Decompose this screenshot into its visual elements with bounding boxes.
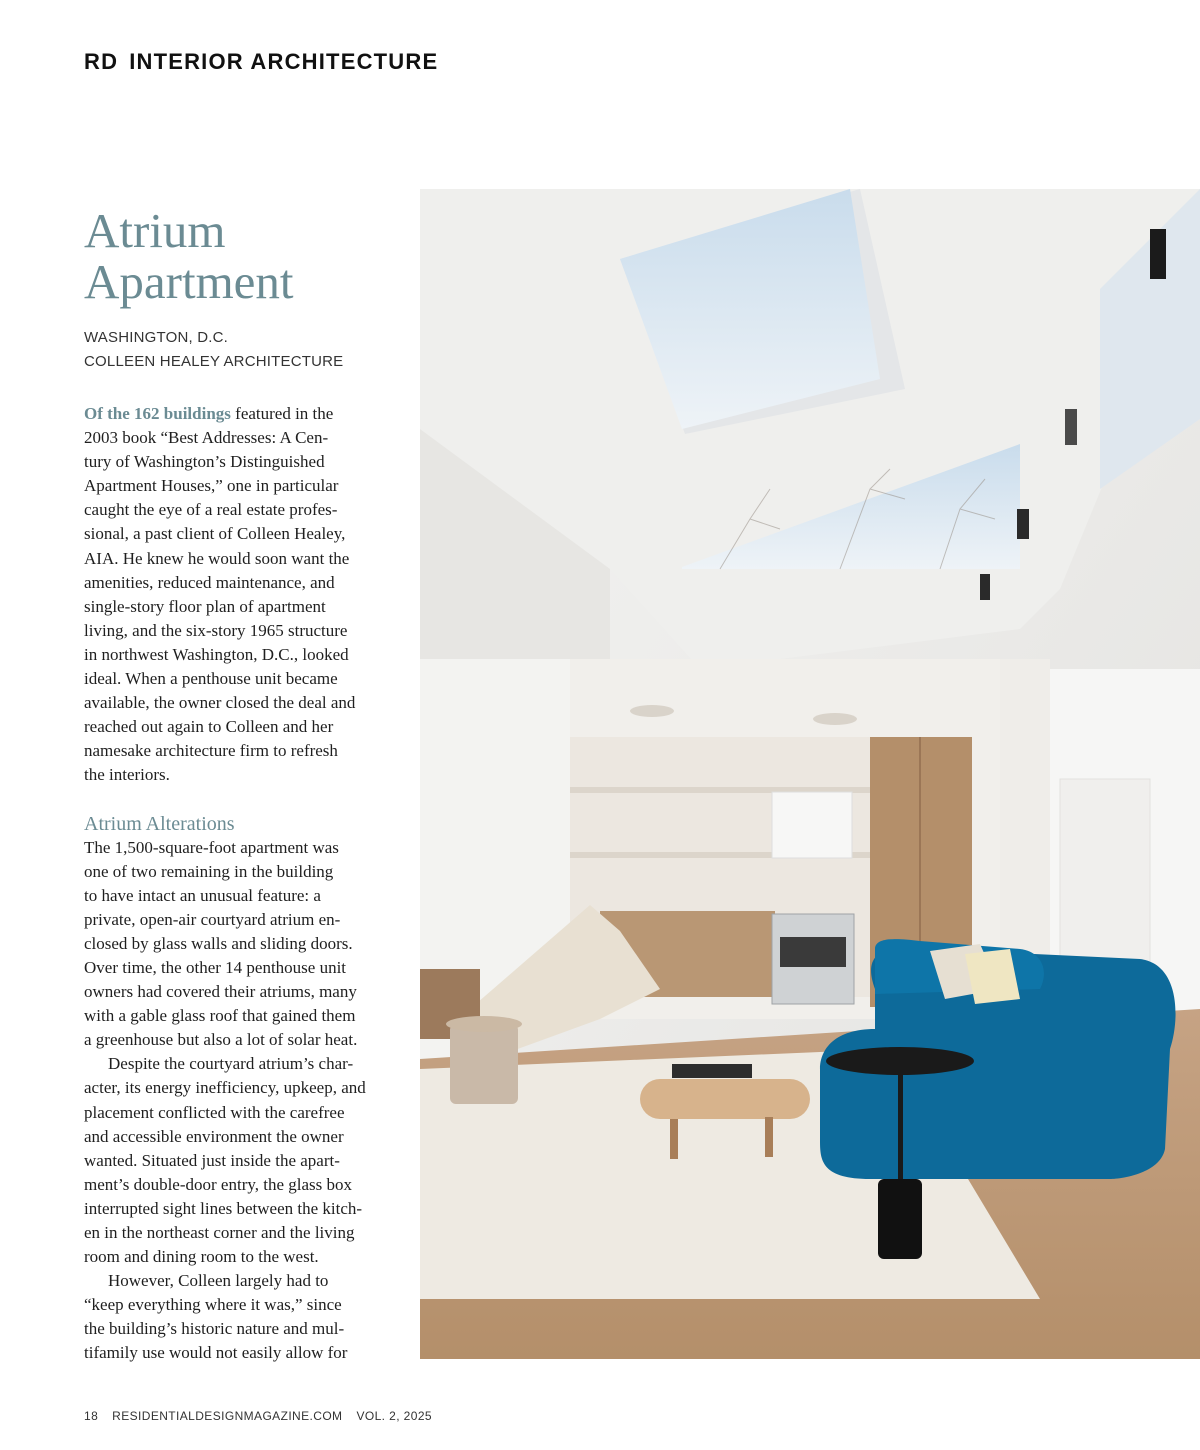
body-line: Over time, the other 14 penthouse unit <box>84 957 347 977</box>
body-line: amenities, reduced maintenance, and <box>84 572 335 592</box>
body-line: However, Colleen largely had to <box>108 1271 329 1291</box>
body-line: en in the northeast corner and the living <box>84 1223 355 1242</box>
body-line: single-story floor plan of apartment <box>84 596 326 616</box>
interior-photo-illustration <box>420 189 1200 1359</box>
body-line: a greenhouse but also a lot of solar heat. <box>84 1030 358 1050</box>
body-line: AIA. He knew he would soon want the <box>84 548 350 568</box>
section-name: INTERIOR ARCHITECTURE <box>129 49 439 74</box>
body-line: private, open-air courtyard atrium en- <box>84 909 341 929</box>
article-meta <box>84 326 343 374</box>
body-line: The 1,500-square-foot apartment was <box>84 837 339 857</box>
body-line: living, and the six-story 1965 structure <box>84 620 348 640</box>
body-line: tifamily use would not easily allow for <box>84 1343 348 1363</box>
body-line: and accessible environment the owner <box>84 1126 344 1146</box>
magazine-brand: RD <box>84 49 119 74</box>
body-line: placement conflicted with the carefree <box>84 1102 345 1122</box>
body-line: in northwest Washington, D.C., looked <box>84 644 349 664</box>
page-number: 18 <box>84 1409 99 1423</box>
body-line: to have intact an unusual feature: a <box>84 885 321 905</box>
article-firm: COLLEEN HEALEY ARCHITECTURE <box>84 353 344 370</box>
article-title <box>84 205 294 307</box>
body-line-text: featured in the <box>230 404 334 423</box>
body-line: ideal. When a penthouse unit became <box>84 669 338 689</box>
article-body <box>84 402 390 1366</box>
article-location: WASHINGTON, D.C. <box>84 329 229 346</box>
body-line: owners had covered their atriums, many <box>84 982 357 1002</box>
title-line-1: Atrium <box>84 203 226 258</box>
body-line: interrupted sight lines between the kitch- <box>84 1198 363 1218</box>
body-line: tury of Washington’s Distinguished <box>84 452 325 472</box>
section-header <box>84 49 438 75</box>
body-line: 2003 book “Best Addresses: A Cen- <box>84 428 329 448</box>
subhead-atrium-alterations: Atrium Alterations <box>84 812 235 835</box>
body-line: acter, its energy inefficiency, upkeep, and <box>84 1078 366 1098</box>
body-line: closed by glass walls and sliding doors. <box>84 933 353 953</box>
body-line: “keep everything where it was,” since <box>84 1295 342 1315</box>
body-line: sional, a past client of Colleen Healey, <box>84 524 346 544</box>
body-line: available, the owner closed the deal and <box>84 693 356 713</box>
body-line: Apartment Houses,” one in particular <box>84 476 339 496</box>
body-line: reached out again to Colleen and her <box>84 717 334 737</box>
body-line: one of two remaining in the building <box>84 861 334 881</box>
footer-volume: VOL. 2, 2025 <box>356 1409 432 1423</box>
body-line: the interiors. <box>84 765 170 785</box>
body-line: the building’s historic nature and mul- <box>84 1319 345 1339</box>
body-line <box>84 402 390 426</box>
body-line: wanted. Situated just inside the apart- <box>84 1150 340 1170</box>
lead-in: Of the 162 buildings <box>84 404 231 423</box>
body-line: caught the eye of a real estate profes- <box>84 500 338 520</box>
interior-photo <box>420 189 1200 1359</box>
body-line: room and dining room to the west. <box>84 1247 319 1267</box>
body-line: with a gable glass roof that gained them <box>84 1006 356 1026</box>
page-footer <box>84 1409 446 1423</box>
body-line: namesake architecture firm to refresh <box>84 741 338 761</box>
body-line: Despite the courtyard atrium’s char- <box>108 1054 354 1074</box>
footer-website: RESIDENTIALDESIGNMAGAZINE.COM <box>112 1409 343 1423</box>
title-line-2: Apartment <box>84 254 294 309</box>
body-line: ment’s double-door entry, the glass box <box>84 1174 353 1194</box>
